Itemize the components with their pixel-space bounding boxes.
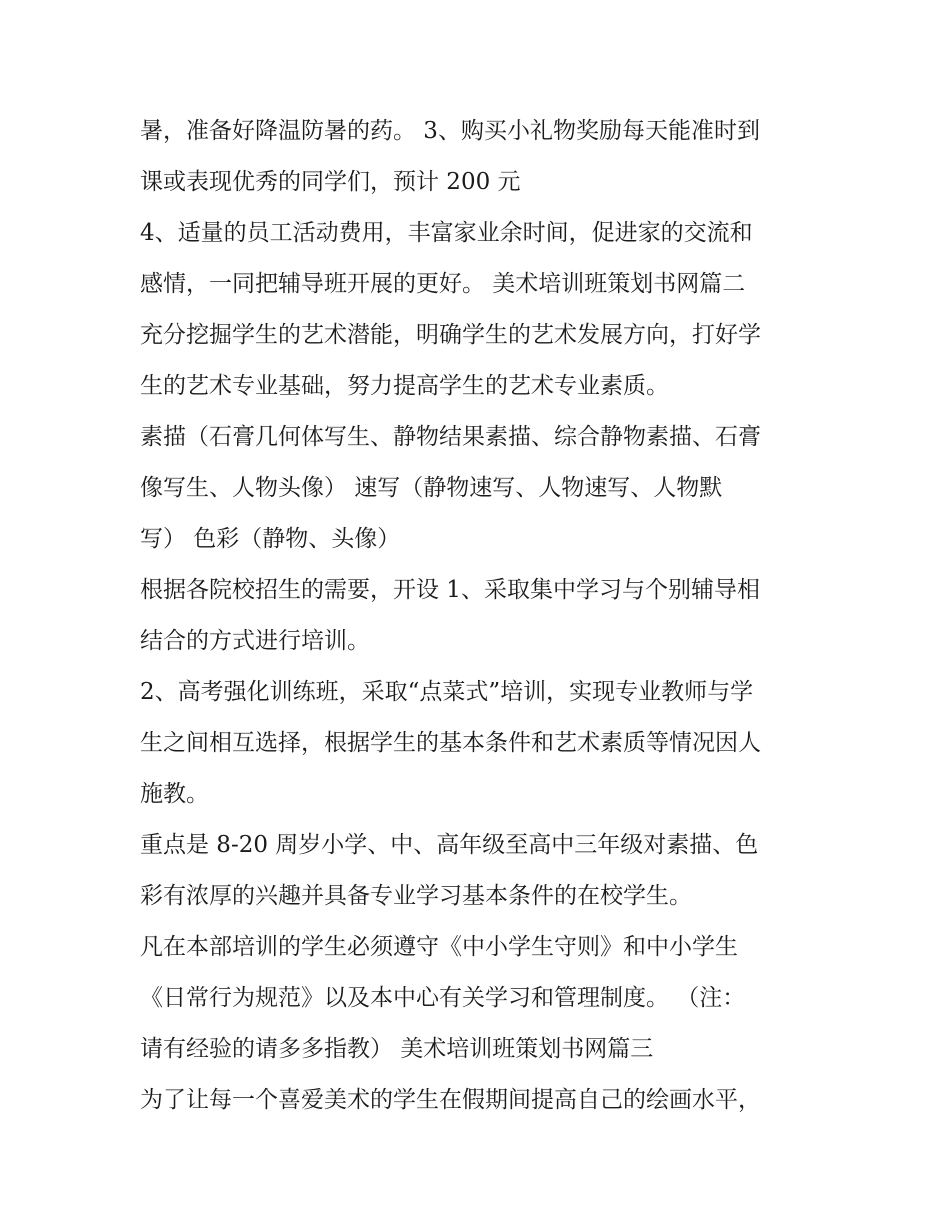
text-line: 写） 色彩（静物、头像） (140, 526, 401, 552)
text-line: 素描（石膏几何体写生、静物结果素描、综合静物素描、石膏 (140, 424, 761, 450)
text-line: 4、适量的员工活动费用，丰富家业余时间，促进家的交流和 (140, 220, 753, 246)
text-line: 像写生、人物头像） 速写（静物速写、人物速写、人物默 (140, 475, 723, 501)
text-line: 感情，一同把辅导班开展的更好。 美术培训班策划书网篇二 (140, 271, 746, 297)
text-line: 《日常行为规范》以及本中心有关学习和管理制度。 （注： (140, 985, 746, 1011)
text-line: 暑，准备好降温防暑的药。 3、购买小礼物奖励每天能准时到 (140, 118, 760, 144)
text-line: 为了让每一个喜爱美术的学生在假期间提高自己的绘画水平， (140, 1087, 761, 1113)
text-line: 充分挖掘学生的艺术潜能，明确学生的艺术发展方向，打好学 (140, 322, 761, 348)
text-line: 生之间相互选择，根据学生的基本条件和艺术素质等情况因人 (140, 730, 761, 756)
text-line: 凡在本部培训的学生必须遵守《中小学生守则》和中小学生 (140, 934, 738, 960)
text-line: 生的艺术专业基础，努力提高学生的艺术专业素质。 (140, 373, 669, 399)
text-line: 结合的方式进行培训。 (140, 628, 370, 654)
text-line: 根据各院校招生的需要，开设 1、采取集中学习与个别辅导相 (140, 577, 760, 603)
document-body (140, 106, 820, 1126)
text-line: 课或表现优秀的同学们，预计 200 元 (140, 169, 521, 195)
text-line: 施教。 (140, 781, 209, 807)
text-line: 彩有浓厚的兴趣并具备专业学习基本条件的在校学生。 (140, 883, 692, 909)
text-line: 请有经验的请多多指教） 美术培训班策划书网篇三 (140, 1036, 654, 1062)
text-line: 重点是 8-20 周岁小学、中、高年级至高中三年级对素描、色 (140, 832, 759, 858)
text-line: 2、高考强化训练班，采取“点菜式”培训，实现专业教师与学 (140, 679, 754, 705)
